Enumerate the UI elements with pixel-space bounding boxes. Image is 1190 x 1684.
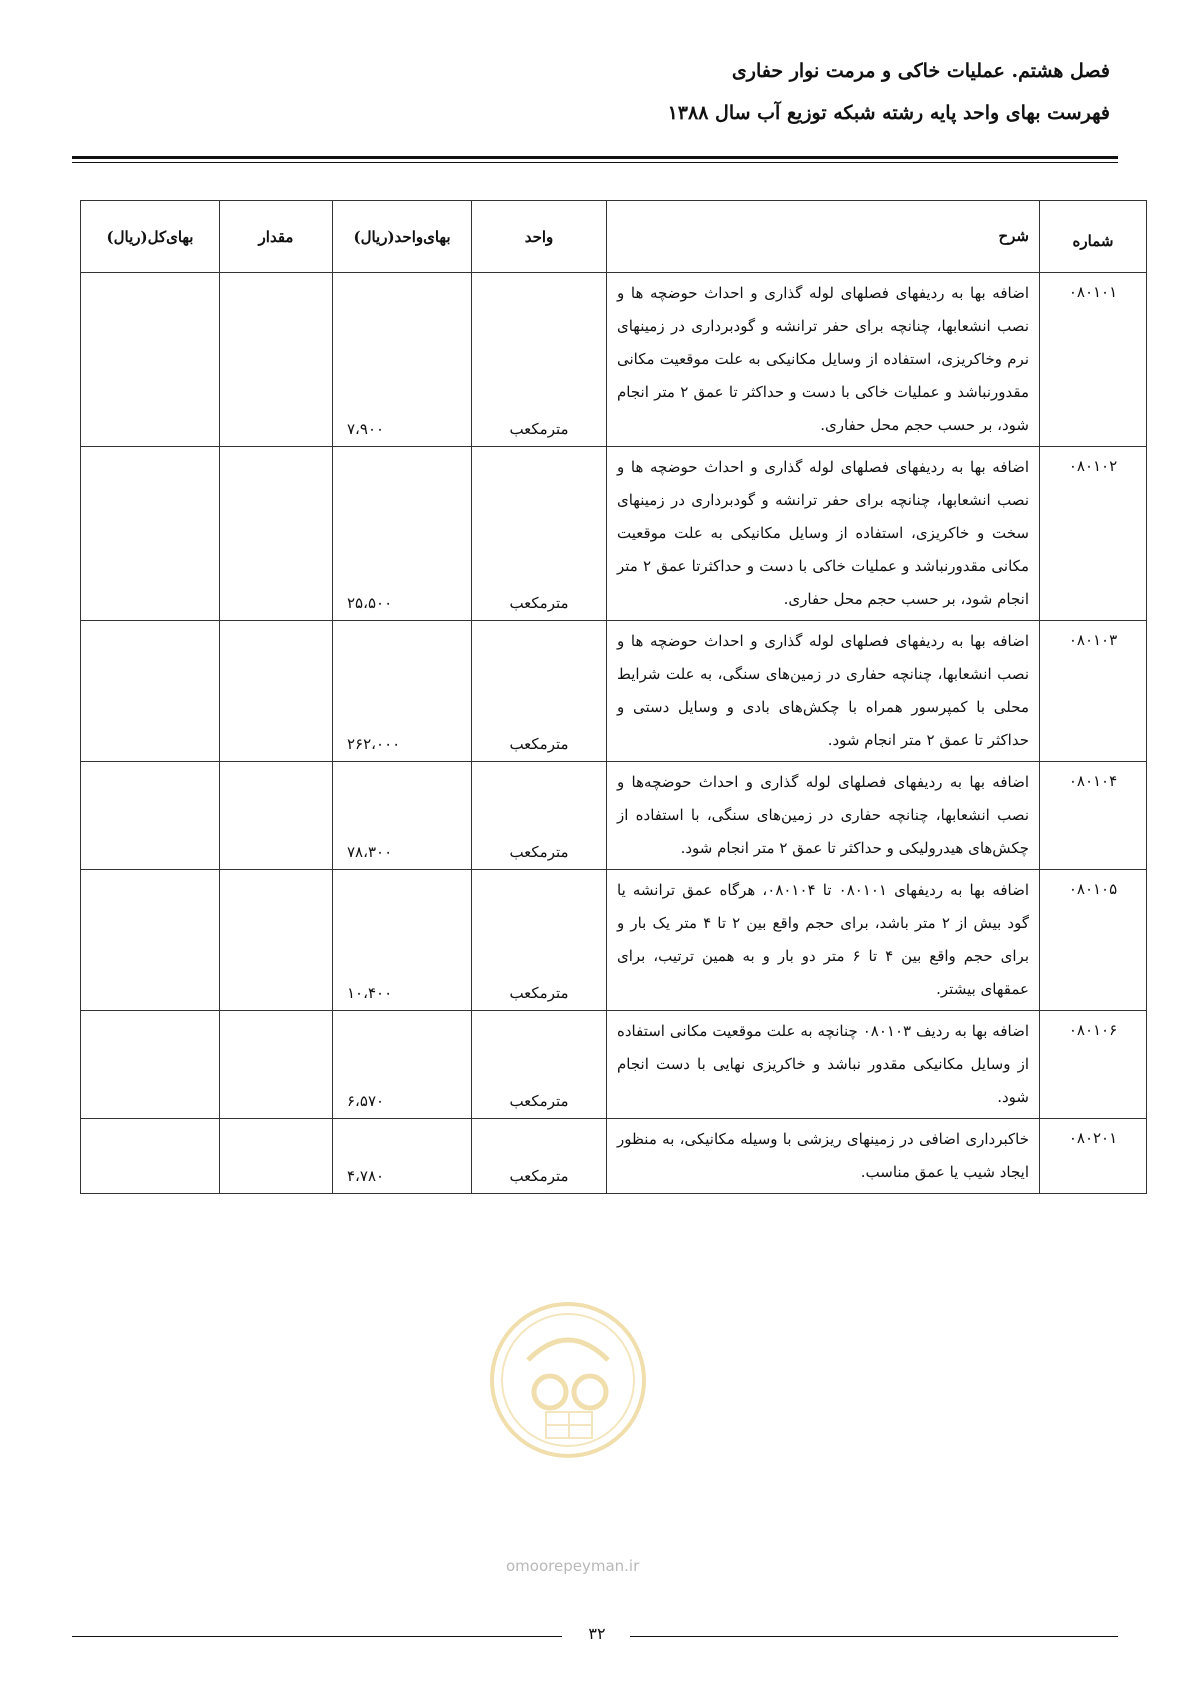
item-total-price — [81, 447, 220, 621]
item-number: ۰۸۰۱۰۴ — [1040, 762, 1147, 870]
col-header-number: شماره — [1040, 201, 1147, 273]
page-header — [668, 60, 1110, 124]
item-total-price — [81, 870, 220, 1011]
item-number: ۰۸۰۱۰۱ — [1040, 273, 1147, 447]
publisher-seal-icon — [488, 1300, 648, 1460]
item-unit-price: ۱۰،۴۰۰ — [333, 870, 472, 1011]
item-number: ۰۸۰۱۰۵ — [1040, 870, 1147, 1011]
header-rule-thick — [72, 156, 1118, 159]
item-total-price — [81, 621, 220, 762]
item-number: ۰۸۰۱۰۲ — [1040, 447, 1147, 621]
item-total-price — [81, 273, 220, 447]
item-unit: مترمکعب — [472, 762, 607, 870]
item-description: اضافه بها به ردیفهای فصلهای لوله گذاری و احداث حوضچه ها و نصب انشعابها، چنانچه حفاری در زمین‌های سنگی، به علت شرایط محلی با کمپرسور همراه با چکش‌های بادی و وسایل دستی و حداکثر تا عمق ۲ متر انجام شود. — [607, 621, 1040, 762]
table-row — [81, 621, 1147, 762]
page-number: ۳۲ — [588, 1624, 606, 1643]
item-description: اضافه بها به ردیفهای فصلهای لوله گذاری و احداث حوضچه ها و نصب انشعابها، چنانچه برای حفر ترانشه و گودبرداری در زمینهای نرم وخاکریزی، استفاده از وسایل مکانیکی به علت موقعیت مکانی مقدورنباشد و عملیات خاکی با دست و حداکثر تا عمق ۲ متر انجام شود، بر حسب حجم محل حفاری. — [607, 273, 1040, 447]
document-subtitle: فهرست بهای واحد پایه رشته شبکه توزیع آب سال ۱۳۸۸ — [667, 102, 1110, 124]
item-unit-price: ۶،۵۷۰ — [333, 1011, 472, 1119]
item-quantity — [220, 621, 333, 762]
table-row — [81, 762, 1147, 870]
item-quantity — [220, 870, 333, 1011]
item-total-price — [81, 1011, 220, 1119]
item-unit: مترمکعب — [472, 273, 607, 447]
item-unit-price: ۲۵،۵۰۰ — [333, 447, 472, 621]
watermark-url: omoorepeyman.ir — [506, 1557, 640, 1575]
col-header-total-price: بهای‌کل(ریال) — [81, 201, 220, 273]
item-description: اضافه بها به ردیفهای فصلهای لوله گذاری و احداث حوضچه ها و نصب انشعابها، چنانچه برای حفر ترانشه و گودبرداری در زمینهای سخت و خاکریزی، استفاده از وسایل مکانیکی به علت موقعیت مکانی مقدورنباشد و عملیات خاکی با دست و حداکثرتا عمق ۲ متر انجام شود، بر حسب حجم محل حفاری. — [607, 447, 1040, 621]
item-description: اضافه بها به ردیف ۰۸۰۱۰۳ چنانچه به علت موقعیت مکانی استفاده از وسایل مکانیکی مقدور نباشد و خاکریزی نهایی با دست انجام شود. — [607, 1011, 1040, 1119]
footer-rule-right — [630, 1636, 1118, 1637]
item-unit: مترمکعب — [472, 447, 607, 621]
item-number: ۰۸۰۱۰۳ — [1040, 621, 1147, 762]
item-quantity — [220, 273, 333, 447]
item-unit-price: ۷۸،۳۰۰ — [333, 762, 472, 870]
item-number: ۰۸۰۱۰۶ — [1040, 1011, 1147, 1119]
table-row — [81, 1011, 1147, 1119]
chapter-title: فصل هشتم. عملیات خاکی و مرمت نوار حفاری — [731, 60, 1110, 82]
item-total-price — [81, 762, 220, 870]
col-header-unit-price: بهای‌واحد(ریال) — [333, 201, 472, 273]
col-header-description: شرح — [607, 201, 1040, 273]
item-unit-price: ۲۶۲،۰۰۰ — [333, 621, 472, 762]
item-description: خاکبرداری اضافی در زمینهای ریزشی با وسیله مکانیکی، به منظور ایجاد شیب یا عمق مناسب. — [607, 1119, 1040, 1194]
item-unit: مترمکعب — [472, 621, 607, 762]
item-unit: مترمکعب — [472, 1119, 607, 1194]
col-header-quantity: مقدار — [220, 201, 333, 273]
item-quantity — [220, 447, 333, 621]
table-row — [81, 870, 1147, 1011]
item-quantity — [220, 1119, 333, 1194]
item-quantity — [220, 1011, 333, 1119]
item-unit: مترمکعب — [472, 1011, 607, 1119]
table-row — [81, 1119, 1147, 1194]
item-number: ۰۸۰۲۰۱ — [1040, 1119, 1147, 1194]
price-list-table — [80, 200, 1147, 1194]
item-total-price — [81, 1119, 220, 1194]
header-rule-thin — [72, 162, 1118, 163]
item-unit-price: ۷،۹۰۰ — [333, 273, 472, 447]
table-header-row — [81, 201, 1147, 273]
item-unit-price: ۴،۷۸۰ — [333, 1119, 472, 1194]
item-quantity — [220, 762, 333, 870]
footer-rule-left — [72, 1636, 562, 1637]
item-description: اضافه بها به ردیفهای فصلهای لوله گذاری و احداث حوضچه‌ها و نصب انشعابها، چنانچه حفاری در زمین‌های سنگی، با استفاده از چکش‌های هیدرولیکی و حداکثر تا عمق ۲ متر انجام شود. — [607, 762, 1040, 870]
table-row — [81, 273, 1147, 447]
col-header-unit: واحد — [472, 201, 607, 273]
item-unit: مترمکعب — [472, 870, 607, 1011]
item-description: اضافه بها به ردیفهای ۰۸۰۱۰۱ تا ۰۸۰۱۰۴، هرگاه عمق ترانشه یا گود بیش از ۲ متر باشد، برای حجم واقع بین ۲ تا ۴ متر یک بار و برای حجم واقع بین ۴ تا ۶ متر دو بار و به همین ترتیب، برای عمقهای بیشتر. — [607, 870, 1040, 1011]
table-row — [81, 447, 1147, 621]
